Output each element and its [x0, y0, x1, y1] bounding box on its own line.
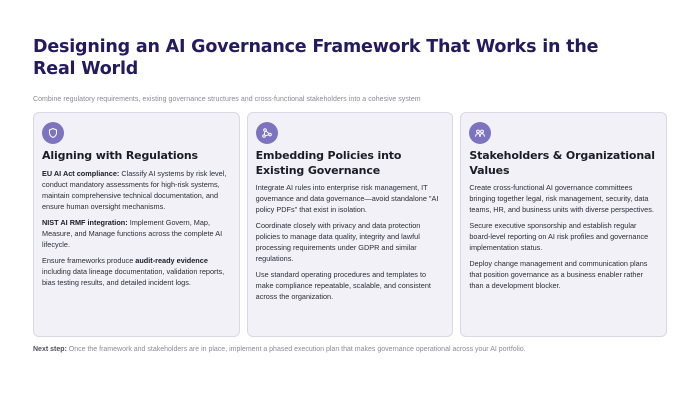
paragraph-tail: including data lineage documentation, validation reports, bias testing results, and detailed incident logs.	[42, 266, 225, 287]
card-stakeholders	[460, 112, 667, 337]
card-regulations	[33, 112, 240, 337]
card-policies	[247, 112, 454, 337]
network-icon	[256, 122, 278, 144]
people-icon	[469, 122, 491, 144]
card-paragraph: Coordinate closely with privacy and data protection policies to manage data quality, integrity and lawful processing requirements under GDPR and similar regulations.	[255, 221, 421, 263]
page-subtitle: Combine regulatory requirements, existing governance structures and cross-functional stakeholders into a cohesive system	[33, 96, 421, 103]
card-title: Aligning with Regulations	[42, 149, 198, 162]
cards-row	[33, 112, 667, 337]
card-paragraph: Create cross-functional AI governance committees bringing together legal, risk management, security, data teams, HR, and business units with diverse perspectives.	[469, 183, 654, 214]
next-step-label: Next step:	[33, 346, 67, 353]
card-paragraph: Integrate AI rules into enterprise risk management, IT governance and data governance—avoid standalone "AI policy PDFs" that exist in isolation.	[255, 183, 439, 214]
paragraph-text: Implement Govern, Map, Measure, and Manage functions across the complete AI lifecycle.	[42, 217, 223, 249]
paragraph-emphasis: audit-ready evidence	[135, 255, 208, 265]
card-paragraph	[42, 255, 231, 288]
card-body	[256, 182, 445, 302]
next-step-note	[33, 346, 667, 353]
next-step-text: Once the framework and stakeholders are in place, implement a phased execution plan that makes governance operational across your AI portfolio.	[66, 346, 526, 353]
card-paragraph: Deploy change management and communication plans that position governance as a business enabler rather than a development blocker.	[469, 259, 648, 290]
page-title: Designing an AI Governance Framework That Works in the Real World	[33, 37, 599, 79]
card-body	[469, 182, 658, 291]
card-paragraph: Use standard operating procedures and templates to make compliance repeatable, scalable, and consistent across the organization.	[255, 270, 431, 301]
card-title: Stakeholders & Organizational Values	[469, 149, 655, 177]
paragraph-text: Ensure frameworks produce	[42, 255, 136, 265]
card-title: Embedding Policies into Existing Governance	[255, 149, 402, 177]
card-body	[42, 168, 231, 288]
card-paragraph	[42, 217, 231, 250]
paragraph-lead: NIST AI RMF integration:	[42, 217, 128, 227]
card-paragraph: Secure executive sponsorship and establish regular board-level reporting on AI risk profiles and governance implementation status.	[469, 221, 649, 252]
paragraph-text: Classify AI systems by risk level, conduct mandatory assessments for high-risk systems, maintain comprehensive technical documentation, and ensure human oversight mechanisms.	[42, 168, 227, 211]
card-paragraph	[42, 168, 231, 212]
shield-icon	[42, 122, 64, 144]
paragraph-lead: EU AI Act compliance:	[42, 168, 120, 178]
